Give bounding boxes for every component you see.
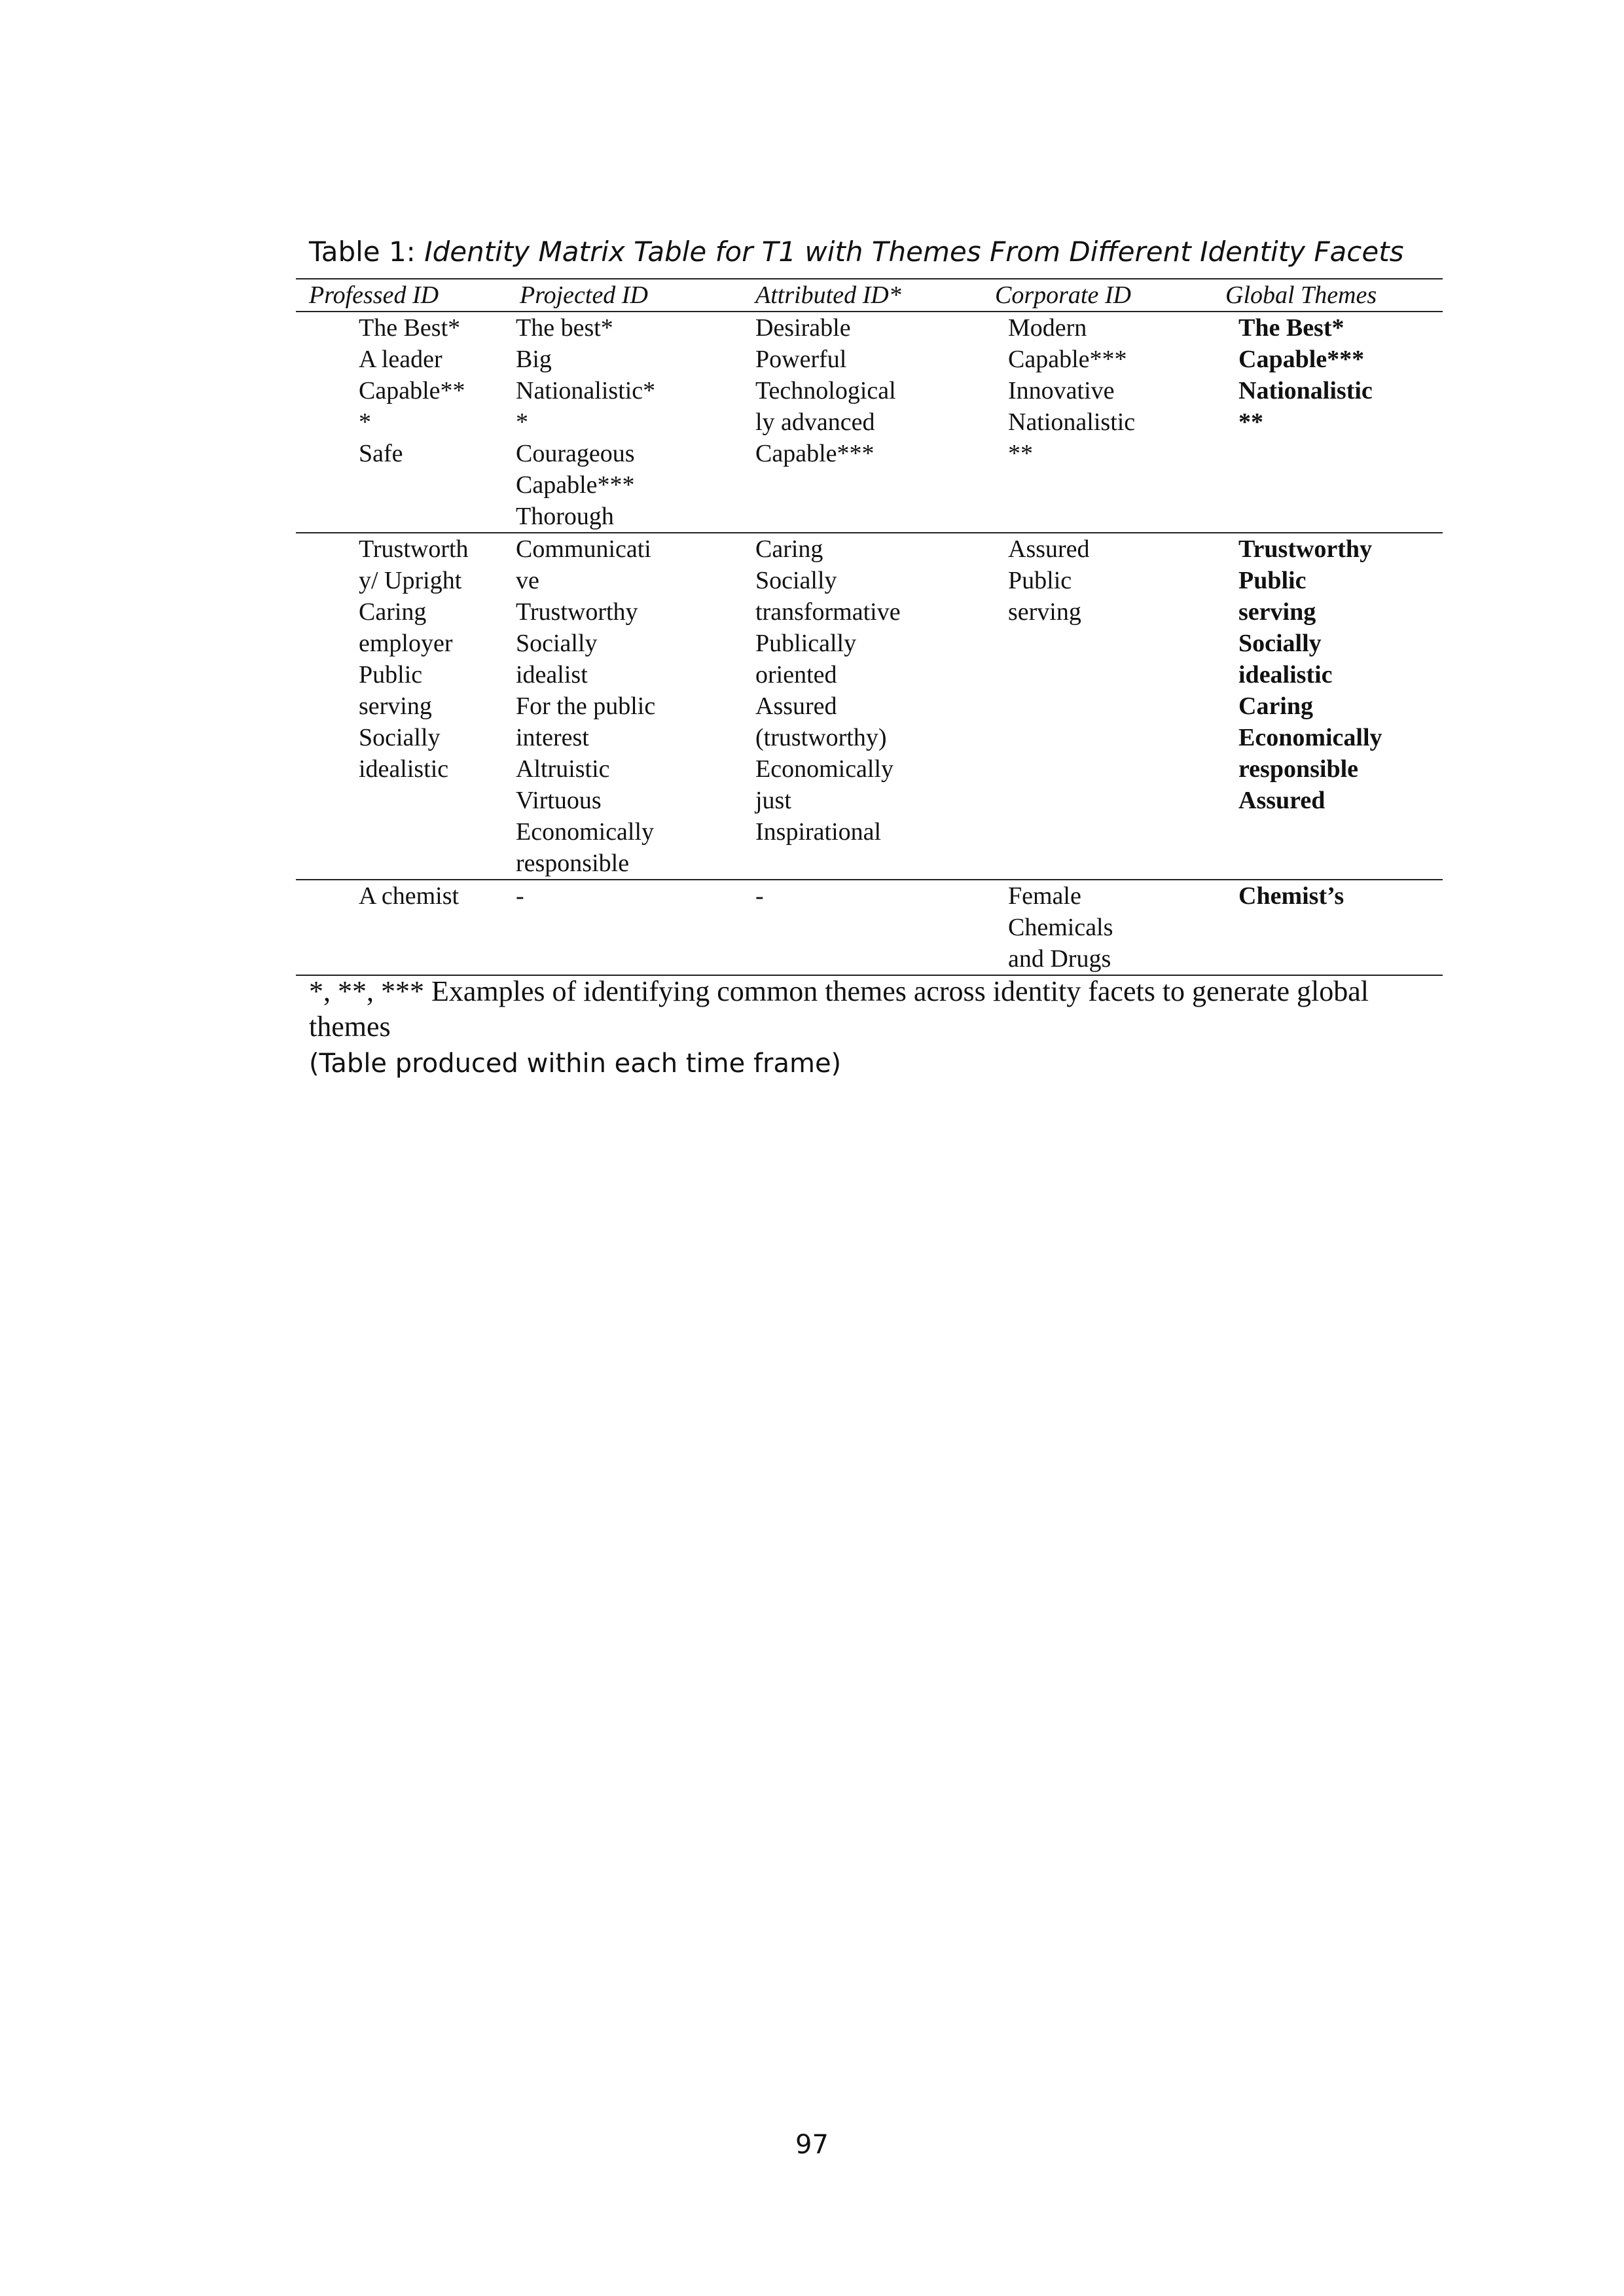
cell-line: idealistic [359,755,449,783]
cell-line: Powerful [755,346,847,373]
cell-line: idealist [516,661,588,689]
cell-line: (trustworthy) [755,724,887,751]
cell-line: interest [516,724,589,751]
cell-line: Socially [359,724,441,751]
cell-line: Safe [359,440,403,467]
table-row [296,880,1443,975]
cell-line: Modern [1008,314,1087,342]
header-professed-id: Professed ID [296,279,507,312]
cell-corporate-id [982,312,1212,533]
cell-line: Socially [755,567,837,594]
cell-line: Capable*** [1008,346,1127,373]
caption-title: Identity Matrix Table for T1 with Themes From Different Identity Facets [424,236,1404,268]
cell-line: Female [1008,882,1081,910]
cell-line: Caring [755,535,823,563]
cell-line: Public [1008,567,1072,594]
cell-line: Courageous [516,440,635,467]
cell-projected-id [507,533,742,880]
identity-matrix-table [296,278,1443,976]
cell-line: Caring [1238,692,1313,720]
cell-line: The Best* [1238,314,1344,342]
cell-line: Socially [516,630,598,657]
cell-line: serving [1238,598,1316,626]
cell-professed-id [296,880,507,975]
cell-line: Economically [516,818,655,846]
cell-line: employer [359,630,453,657]
cell-line: Technological [755,377,896,404]
cell-line: Chemicals [1008,914,1113,941]
cell-line: serving [359,692,432,720]
cell-attributed-id [742,880,982,975]
table-row [296,312,1443,533]
header-projected-id: Projected ID [507,279,742,312]
cell-professed-id [296,312,507,533]
caption-label: Table 1: [309,236,425,268]
cell-line: Capable** [359,377,465,404]
cell-projected-id [507,880,742,975]
cell-line: Assured [1238,787,1326,814]
cell-line: responsible [1238,755,1359,783]
cell-line: Innovative [1008,377,1115,404]
cell-line: oriented [755,661,837,689]
cell-line: just [755,787,791,814]
cell-global-themes [1212,533,1443,880]
cell-line: Capable*** [516,471,635,499]
cell-line: Capable*** [1238,346,1365,373]
cell-line: Capable*** [755,440,875,467]
cell-line: Public [1238,567,1307,594]
cell-line: responsible [516,850,630,877]
cell-line: Assured [1008,535,1090,563]
cell-line: Virtuous [516,787,602,814]
cell-corporate-id [982,533,1212,880]
cell-line: Altruistic [516,755,610,783]
cell-line: A chemist [359,882,460,910]
cell-line: * [516,408,528,436]
header-global-themes: Global Themes [1212,279,1443,312]
cell-line: Trustworthy [1238,535,1373,563]
cell-line: ve [516,567,539,594]
table-header-row [296,279,1443,312]
cell-line: * [359,408,371,436]
table-footnote: *, **, *** Examples of identifying common themes across identity facets to generate global themes [309,975,1369,1043]
cell-attributed-id [742,533,982,880]
cell-line: serving [1008,598,1081,626]
cell-line: For the public [516,692,656,720]
cell-line: The Best* [359,314,461,342]
cell-corporate-id [982,880,1212,975]
cell-line: transformative [755,598,901,626]
cell-line: - [516,882,524,910]
cell-line: Nationalistic [1238,377,1373,404]
cell-line: ** [1008,440,1033,467]
table-row [296,533,1443,880]
cell-line: Thorough [516,503,614,530]
cell-line: Inspirational [755,818,882,846]
cell-line: ** [1238,408,1263,436]
cell-line: idealistic [1238,661,1333,689]
header-attributed-id: Attributed ID* [742,279,982,312]
cell-line: Socially [1238,630,1322,657]
cell-line: Trustworthy [516,598,638,626]
header-corporate-id: Corporate ID [982,279,1212,312]
cell-line: Nationalistic [1008,408,1136,436]
page-number: 97 [795,2130,829,2160]
table-body [296,312,1443,975]
cell-line: Big [516,346,552,373]
cell-line: y/ Upright [359,567,462,594]
cell-line: Chemist’s [1238,882,1344,910]
cell-global-themes [1212,312,1443,533]
cell-line: Economically [755,755,894,783]
cell-line: and Drugs [1008,945,1111,973]
cell-line: Trustworth [359,535,469,563]
cell-line: Economically [1238,724,1382,751]
cell-line: - [755,882,764,910]
cell-line: The best* [516,314,613,342]
cell-line: Publically [755,630,857,657]
table-note: (Table produced within each time frame) [309,1049,842,1079]
cell-line: Communicati [516,535,651,563]
cell-line: Caring [359,598,427,626]
cell-line: Assured [755,692,837,720]
cell-line: ly advanced [755,408,875,436]
cell-line: Nationalistic* [516,377,656,404]
cell-line: Public [359,661,423,689]
cell-projected-id [507,312,742,533]
table-caption [309,232,1404,272]
cell-line: A leader [359,346,442,373]
cell-line: Desirable [755,314,851,342]
cell-global-themes [1212,880,1443,975]
cell-professed-id [296,533,507,880]
cell-attributed-id [742,312,982,533]
